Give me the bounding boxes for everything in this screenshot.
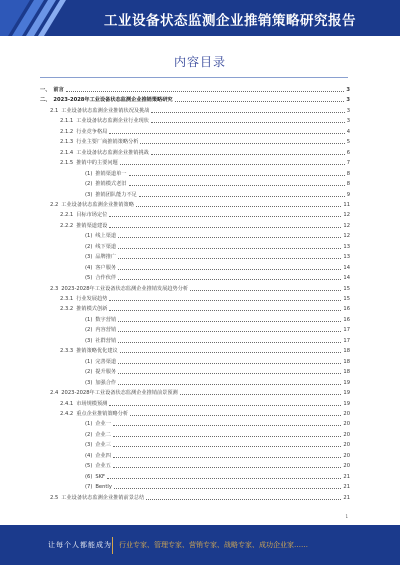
toc-entry-number: (3) — [85, 379, 93, 386]
toc-entry-number: (6) — [85, 473, 93, 480]
toc-leader-dots — [118, 362, 341, 364]
toc-entry[interactable] — [85, 178, 350, 188]
toc-entry-label: 推销模式老旧 — [95, 181, 127, 188]
toc-entry-number: 2.3 — [50, 285, 59, 292]
toc-entry-page: 7 — [346, 160, 350, 167]
toc-entry[interactable] — [85, 314, 350, 324]
toc-leader-dots — [151, 111, 344, 113]
toc-entry-page: 9 — [346, 191, 350, 198]
toc-entry[interactable] — [85, 460, 350, 470]
report-title: 工业设备状态监测企业推销策略研究报告 — [104, 13, 356, 29]
toc-entry-label: 推销中的主要问题 — [76, 160, 118, 167]
toc-entry-page: 3 — [346, 118, 350, 125]
toc-leader-dots — [118, 268, 341, 270]
toc-entry-number: (4) — [85, 264, 93, 271]
toc-entry-page: 5 — [346, 139, 350, 146]
report-header — [0, 0, 400, 36]
toc-entry-number: (1) — [85, 358, 93, 365]
toc-entry-number: (2) — [85, 327, 93, 334]
toc-entry[interactable] — [60, 293, 350, 303]
toc-divider — [40, 77, 348, 78]
toc-entry-label: 推销策略优化建议 — [76, 348, 118, 355]
toc-entry-page: 20 — [343, 452, 350, 459]
toc-entry-number: 2.1.3 — [60, 139, 74, 146]
toc-entry-page: 20 — [343, 442, 350, 449]
toc-leader-dots — [118, 383, 341, 385]
toc-entry-label: 提升服务 — [95, 369, 117, 376]
toc-entry-label: 推销模式创新 — [76, 306, 108, 313]
toc-entry-page: 20 — [343, 421, 350, 428]
toc-leader-dots — [107, 477, 341, 479]
toc-leader-dots — [118, 341, 341, 343]
toc-entry-label: 合作伙伴 — [95, 275, 117, 282]
toc-leader-dots — [118, 330, 341, 332]
header-stripes-decoration — [0, 0, 75, 36]
toc-leader-dots — [118, 236, 341, 238]
toc-entry[interactable] — [85, 189, 350, 199]
toc-entry-number: 2.1.5 — [60, 160, 74, 167]
toc-leader-dots — [113, 456, 341, 458]
toc-leader-dots — [139, 195, 345, 197]
toc-entry-label: 企业一 — [95, 421, 111, 428]
toc-entry-page: 18 — [343, 358, 350, 365]
toc-entry[interactable] — [85, 471, 350, 481]
toc-entry-label: 重点企业推销策略分析 — [76, 410, 129, 417]
toc-entry[interactable] — [50, 105, 350, 115]
toc-entry-number: (1) — [85, 233, 93, 240]
toc-entry[interactable] — [85, 418, 350, 428]
toc-leader-dots — [109, 215, 341, 217]
toc-entry-number: 2.2.1 — [60, 212, 74, 219]
toc-entry-page: 3 — [346, 97, 350, 104]
toc-entry-label: 线下渠道 — [95, 243, 117, 250]
toc-entry[interactable] — [60, 398, 350, 408]
toc-entry-number: (1) — [85, 170, 93, 177]
toc-entry-page: 8 — [346, 170, 350, 177]
toc-entry-number: 2.1 — [50, 107, 59, 114]
toc-entry-number: (2) — [85, 243, 93, 250]
toc-entry-number: 二、 — [40, 97, 51, 104]
toc-entry[interactable] — [85, 335, 350, 345]
toc-entry-label: 内容营销 — [95, 327, 117, 334]
toc-entry-page: 13 — [343, 254, 350, 261]
toc-entry-number: 2.3.1 — [60, 296, 74, 302]
toc-entry-page: 17 — [343, 337, 350, 344]
toc-entry-number: 2.4.2 — [60, 410, 74, 417]
toc-leader-dots — [113, 435, 341, 437]
report-footer — [0, 525, 400, 565]
toc-entry-label: 行业竞争格局 — [76, 128, 108, 135]
toc-entry-number: 一、 — [40, 87, 51, 93]
toc-entry-number: (2) — [85, 181, 93, 188]
toc-entry[interactable] — [60, 303, 350, 313]
toc-entry[interactable] — [85, 377, 350, 387]
toc-leader-dots — [129, 184, 345, 186]
toc-entry-label: 工业设备状态监测企业推销前景总结 — [61, 494, 145, 501]
toc-entry-page: 20 — [343, 410, 350, 417]
toc-leader-dots — [113, 445, 341, 447]
toc-entry-page: 18 — [343, 369, 350, 376]
toc-entry-number: (5) — [85, 275, 93, 282]
toc-entry-number: 2.4.1 — [60, 400, 74, 407]
toc-entry-page: 20 — [343, 431, 350, 438]
toc-leader-dots — [118, 247, 341, 249]
toc-entry[interactable] — [60, 209, 350, 219]
toc-entry-number: (3) — [85, 442, 93, 449]
toc-entry-number: (3) — [85, 337, 93, 344]
toc-entry-number: 2.2 — [50, 201, 59, 208]
toc-entry-page: 21 — [343, 494, 350, 501]
footer-divider — [112, 537, 113, 554]
toc-entry[interactable] — [40, 84, 350, 94]
toc-entry[interactable] — [50, 199, 350, 209]
toc-entry-number: (7) — [85, 484, 93, 491]
toc-entry-label: 企业三 — [95, 442, 111, 449]
toc-entry[interactable] — [85, 366, 350, 376]
toc-entry-label: 工业设备状态监测企业推销挑战 — [76, 149, 149, 156]
toc-entry-label: 品牌推广 — [95, 254, 117, 261]
toc-leader-dots — [175, 100, 345, 102]
toc-entry[interactable] — [85, 230, 350, 240]
toc-entry-page: 3 — [346, 107, 350, 114]
toc-entry-page: 6 — [346, 149, 350, 156]
toc-entry[interactable] — [60, 157, 350, 167]
toc-entry-number: 2.4 — [50, 390, 59, 397]
toc-leader-dots — [120, 163, 345, 165]
toc-leader-dots — [136, 205, 342, 207]
toc-entry-page: 19 — [343, 400, 350, 407]
toc-entry-page: 15 — [343, 285, 350, 292]
toc-entry-label: 推销团队能力不足 — [95, 191, 137, 198]
toc-leader-dots — [140, 142, 344, 144]
toc-entry-page: 15 — [343, 296, 350, 302]
toc-entry[interactable] — [85, 450, 350, 460]
toc-entry-page: 12 — [343, 233, 350, 240]
toc-entry-label: 工业设备状态监测企业推销状况及挑战 — [61, 107, 150, 114]
toc-entry-number: (1) — [85, 316, 93, 323]
toc-entry[interactable] — [50, 387, 350, 397]
toc-entry[interactable] — [50, 283, 350, 293]
toc-entry[interactable] — [60, 147, 350, 157]
toc-entry[interactable] — [85, 241, 350, 251]
toc-entry-label: 目标市场定位 — [76, 212, 108, 219]
toc-entry-page: 14 — [343, 275, 350, 282]
toc-heading: 内容目录 — [173, 55, 226, 69]
toc-entry-number: (1) — [85, 421, 93, 428]
toc-entry-number: (5) — [85, 463, 93, 470]
toc-entry-label: Bently — [95, 484, 112, 491]
toc-entry-label: 2023-2028年工业设备状态监测企业推销发展趋势分析 — [61, 285, 189, 292]
toc-entry-number: 2.3.2 — [60, 306, 74, 313]
toc-leader-dots — [151, 153, 345, 155]
toc-entry-number: 2.1.1 — [60, 118, 74, 125]
toc-entry[interactable] — [85, 481, 350, 491]
toc-leader-dots — [109, 309, 341, 311]
toc-leader-dots — [109, 404, 341, 406]
toc-entry-number: 2.2.2 — [60, 222, 74, 229]
toc-entry-label: 推销渠道建设 — [76, 222, 108, 229]
toc-entry-label: 企业四 — [95, 452, 111, 459]
toc-entry[interactable] — [50, 492, 350, 502]
toc-leader-dots — [109, 132, 344, 134]
toc-entry-label: 工业设备状态监测企业推销策略 — [61, 201, 134, 208]
toc-entry-page: 21 — [343, 484, 350, 491]
toc-entry-page: 21 — [343, 473, 350, 480]
toc-leader-dots — [120, 351, 342, 353]
toc-entry-page: 13 — [343, 243, 350, 250]
toc-entry-label: 工业设备状态监测企业行业现状 — [76, 118, 149, 125]
toc-entry-number: (3) — [85, 191, 93, 198]
toc-leader-dots — [113, 466, 341, 468]
toc-entry-page: 14 — [343, 264, 350, 271]
toc-entry-label: 市场规模预测 — [76, 400, 108, 407]
toc-entry-page: 11 — [343, 201, 350, 208]
toc-entry-page: 19 — [343, 379, 350, 386]
toc-entry-page: 20 — [343, 463, 350, 470]
toc-entry-label: 2023-2028年工业设备状态监测企业推销策略研究 — [53, 97, 173, 104]
toc-entry-page: 16 — [343, 316, 350, 323]
toc-entry-number: (3) — [85, 254, 93, 261]
toc-entry[interactable] — [85, 168, 350, 178]
toc-entry-label: 线上渠道 — [95, 233, 117, 240]
toc-leader-dots — [130, 414, 341, 416]
toc-entry-number: 2.5 — [50, 494, 59, 501]
toc-leader-dots — [151, 121, 345, 123]
toc-entry-label: 2023-2028年工业设备状态监测企业推销前景预测 — [61, 390, 178, 397]
toc-entry-number: (4) — [85, 452, 93, 459]
toc-entry[interactable] — [60, 136, 350, 146]
toc-leader-dots — [109, 226, 341, 228]
toc-entry-label: 推销渠道单一 — [95, 170, 127, 177]
toc-entry-page: 19 — [343, 390, 350, 397]
footer-slogan: 让每个人都能成为 — [48, 541, 112, 549]
toc-entry[interactable] — [85, 262, 350, 272]
toc-leader-dots — [129, 174, 345, 176]
toc-leader-dots — [180, 393, 342, 395]
toc-entry-number: (2) — [85, 369, 93, 376]
toc-entry[interactable] — [60, 408, 350, 418]
toc-entry[interactable] — [85, 272, 350, 282]
toc-entry-label: 社群营销 — [95, 337, 117, 344]
toc-entry[interactable] — [85, 251, 350, 261]
toc-leader-dots — [114, 487, 341, 489]
toc-entry-number: 2.1.4 — [60, 149, 74, 156]
toc-entry[interactable] — [60, 220, 350, 230]
toc-entry[interactable] — [60, 126, 350, 136]
toc-entry[interactable] — [85, 439, 350, 449]
toc-entry-label: 行业发展趋势 — [76, 296, 108, 302]
toc-entry[interactable] — [85, 356, 350, 366]
toc-leader-dots — [190, 289, 341, 291]
toc-entry[interactable] — [60, 115, 350, 125]
toc-entry-page: 3 — [346, 87, 350, 93]
toc-entry-page: 12 — [343, 212, 350, 219]
toc-entry-label: 加强合作 — [95, 379, 117, 386]
toc-entry-label: 完善渠道 — [95, 358, 117, 365]
toc-leader-dots — [66, 90, 345, 92]
toc-leader-dots — [118, 372, 341, 374]
toc-leader-dots — [118, 320, 341, 322]
toc-entry-label: 企业二 — [95, 431, 111, 438]
toc-entry[interactable] — [85, 429, 350, 439]
toc-entry-label: 客户服务 — [95, 264, 117, 271]
toc-entry-number: 2.1.2 — [60, 128, 74, 135]
toc-leader-dots — [109, 299, 341, 301]
toc-entry-label: 数字营销 — [95, 316, 117, 323]
toc-leader-dots — [113, 424, 341, 426]
toc-entry-page: 17 — [343, 327, 350, 334]
toc-entry-label: 企业五 — [95, 463, 111, 470]
toc-entry-number: (2) — [85, 431, 93, 438]
toc-entry-page: 8 — [346, 181, 350, 188]
toc-entry-label: SKF — [95, 473, 106, 480]
toc-entry-label: 前言 — [53, 87, 64, 93]
toc-leader-dots — [146, 498, 341, 500]
toc-entry-number: 2.3.3 — [60, 348, 74, 355]
toc-leader-dots — [118, 257, 341, 259]
toc-entry-page: 16 — [343, 306, 350, 313]
footer-tagline: 行业专家、管理专家、营销专家、战略专家、成功企业家…… — [119, 541, 308, 549]
page-number: 1 — [345, 514, 348, 519]
toc-entry-page: 18 — [343, 348, 350, 355]
toc-leader-dots — [118, 278, 341, 280]
toc-entry-page: 12 — [343, 222, 350, 229]
toc-entry[interactable] — [85, 324, 350, 334]
toc-entry[interactable] — [40, 94, 350, 104]
toc-entry-page: 4 — [346, 128, 350, 135]
toc-entry-label: 行业主要厂商推销策略分析 — [76, 139, 139, 146]
toc-entry[interactable] — [60, 345, 350, 355]
